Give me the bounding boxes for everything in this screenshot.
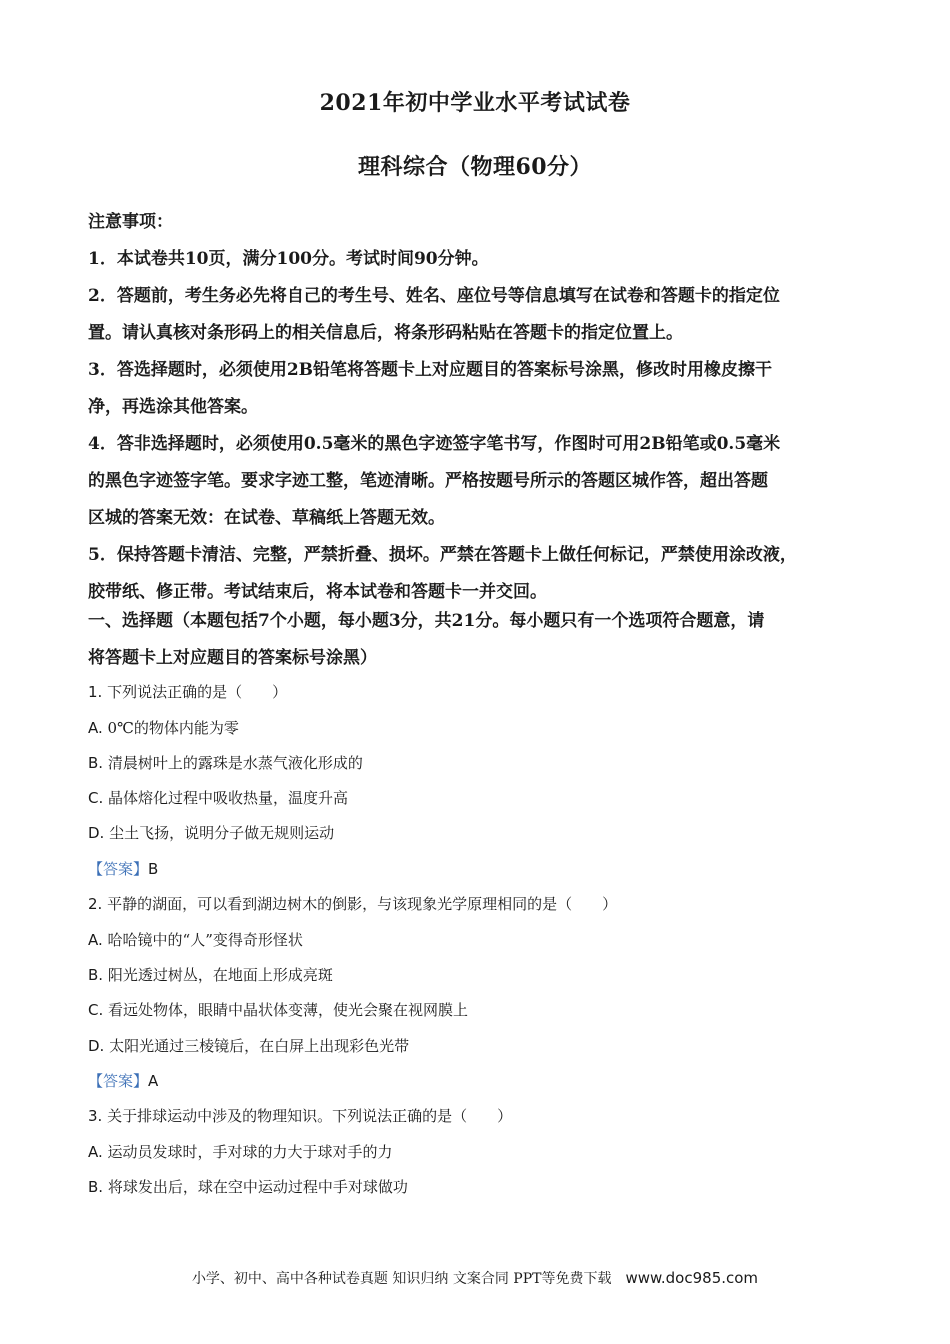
instruction-line: 5．保持答题卡清洁、完整，严禁折叠、损坏。严禁在答题卡上做任何标记，严禁使用涂改液，	[88, 545, 797, 565]
question-2-answer	[88, 1070, 158, 1091]
question-2-option-d	[88, 1035, 878, 1056]
instruction-line: 净，再选涂其他答案。	[88, 397, 258, 417]
instructions-heading: 注意事项：	[88, 212, 173, 232]
exam-title: 2021年初中学业水平考试试卷	[319, 90, 631, 116]
instructions-block	[88, 204, 878, 611]
question-text: 关于排球运动中涉及的物理知识。下列说法正确的是（ ）	[107, 1107, 513, 1125]
page-footer	[0, 1268, 950, 1288]
option-text: 清晨树叶上的露珠是水蒸气液化形成的	[107, 754, 363, 772]
exam-subtitle: 理科综合（物理60分）	[357, 154, 593, 180]
instruction-line: 3．答选择题时，必须使用2B铅笔将答题卡上对应题目的答案标号涂黑，修改时用橡皮擦干	[88, 360, 773, 380]
answer-value: A	[148, 1072, 159, 1090]
option-letter: B.	[88, 754, 104, 772]
option-letter: A.	[88, 1143, 103, 1161]
footer-link[interactable]: www.doc985.com	[625, 1269, 759, 1287]
question-1-option-d	[88, 822, 878, 843]
option-text: 尘土飞扬，说明分子做无规则运动	[109, 824, 335, 842]
question-3-stem	[88, 1105, 878, 1126]
option-text: 晶体熔化过程中吸收热量，温度升高	[108, 789, 349, 807]
option-letter: A.	[88, 719, 103, 737]
option-text: 运动员发球时，手对球的力大于球对手的力	[107, 1143, 393, 1161]
option-text: 将球发出后，球在空中运动过程中手对球做功	[107, 1178, 408, 1196]
instruction-line: 4．答非选择题时，必须使用0.5毫米的黑色字迹签字笔书写，作图时可用2B铅笔或0.5毫米	[88, 434, 781, 454]
option-letter: A.	[88, 931, 103, 949]
question-2-option-c	[88, 999, 878, 1020]
option-letter: C.	[88, 789, 104, 807]
option-letter: C.	[88, 1001, 104, 1019]
option-letter: D.	[88, 1037, 105, 1055]
option-letter: B.	[88, 966, 104, 984]
question-1-option-a	[88, 717, 878, 738]
option-letter: D.	[88, 824, 105, 842]
question-number: 1.	[88, 683, 103, 701]
question-number: 2.	[88, 895, 103, 913]
instruction-line: 置。请认真核对条形码上的相关信息后，将条形码粘贴在答题卡的指定位置上。	[88, 323, 683, 343]
answer-label: 【答案】	[88, 860, 149, 878]
question-2-stem	[88, 893, 878, 914]
option-text: 太阳光通过三棱镜后，在白屏上出现彩色光带	[109, 1037, 410, 1055]
footer-text: 小学、初中、高中各种试卷真题 知识归纳 文案合同 PPT等免费下载	[191, 1271, 612, 1287]
option-text: 阳光透过树丛，在地面上形成亮斑	[107, 966, 333, 984]
question-3-option-a	[88, 1141, 878, 1162]
instruction-line: 的黑色字迹签字笔。要求字迹工整，笔迹清晰。严格按题号所示的答题区城作答，超出答题	[88, 471, 768, 491]
instruction-line: 区城的答案无效：在试卷、草稿纸上答题无效。	[88, 508, 445, 528]
option-text: 哈哈镜中的“人”变得奇形怪状	[107, 931, 303, 949]
question-1-answer	[88, 858, 158, 879]
question-1-option-c	[88, 787, 878, 808]
instruction-line: 胶带纸、修正带。考试结束后，将本试卷和答题卡一并交回。	[88, 582, 547, 602]
instruction-line: 2．答题前，考生务必先将自己的考生号、姓名、座位号等信息填写在试卷和答题卡的指定位	[88, 286, 780, 306]
question-1-stem	[88, 681, 878, 702]
option-letter: B.	[88, 1178, 104, 1196]
question-3-option-b	[88, 1176, 878, 1197]
section-heading-line: 一、选择题（本题包括7个小题，每小题3分，共21分。每小题只有一个选项符合题意，请	[88, 611, 765, 631]
question-number: 3.	[88, 1107, 103, 1125]
answer-value: B	[148, 860, 159, 878]
question-text: 下列说法正确的是（ ）	[107, 683, 288, 701]
section-heading	[88, 603, 878, 677]
question-1-option-b	[88, 752, 878, 773]
answer-label: 【答案】	[88, 1072, 149, 1090]
question-2-option-b	[88, 964, 878, 985]
instruction-line: 1．本试卷共10页，满分100分。考试时间90分钟。	[88, 249, 489, 269]
section-heading-line: 将答题卡上对应题目的答案标号涂黑）	[88, 648, 377, 668]
question-text: 平静的湖面，可以看到湖边树木的倒影，与该现象光学原理相同的是（ ）	[107, 895, 618, 913]
question-2-option-a	[88, 929, 878, 950]
option-text: 看远处物体，眼睛中晶状体变薄，使光会聚在视网膜上	[108, 1001, 469, 1019]
option-text: 0℃的物体内能为零	[107, 719, 239, 737]
